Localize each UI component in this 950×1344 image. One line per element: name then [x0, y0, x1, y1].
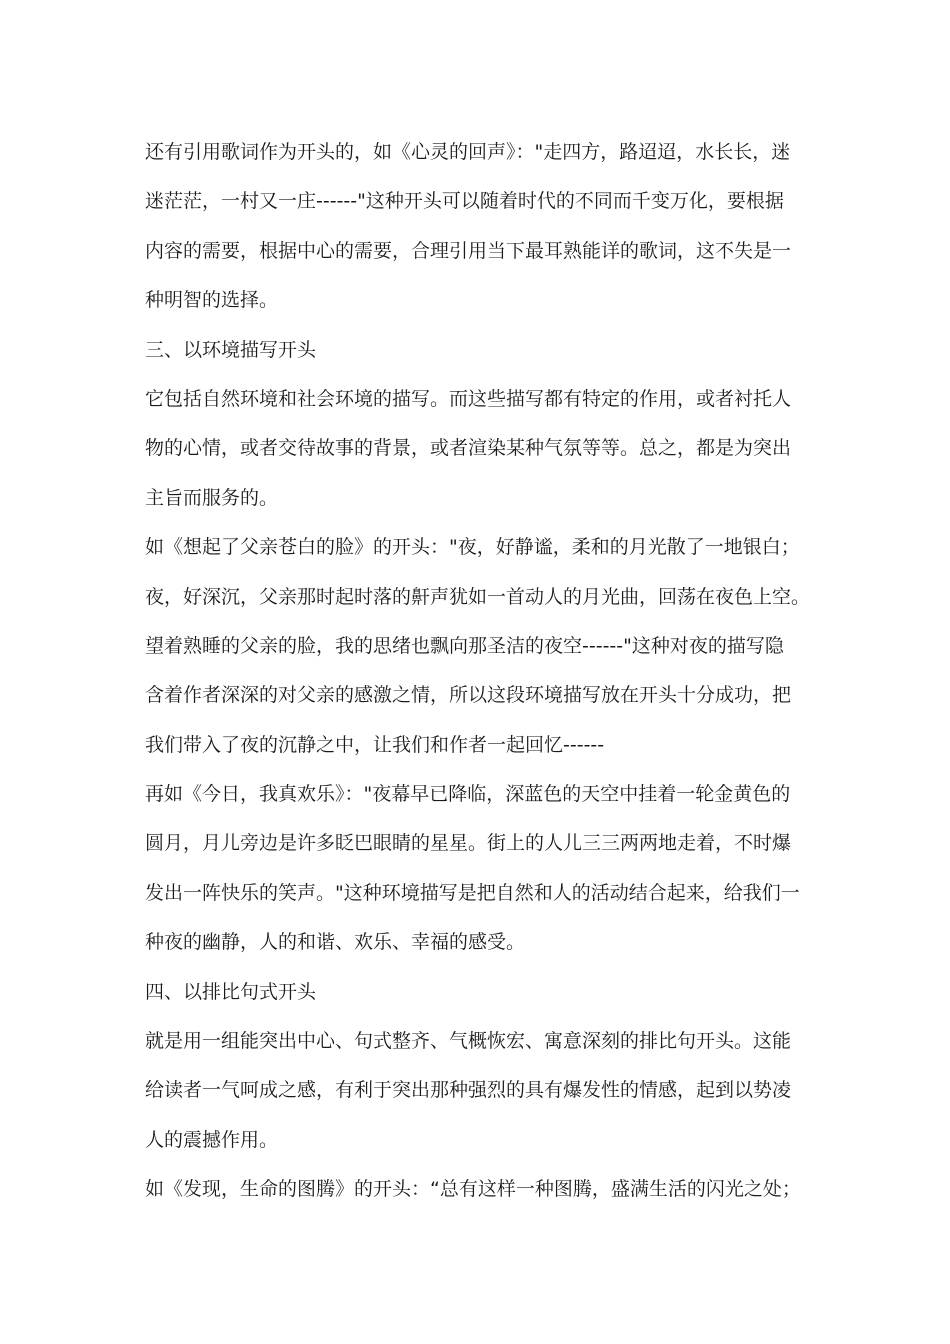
paragraph-line: 种明智的选择。: [145, 289, 279, 312]
paragraph-line: 如《发现，生命的图腾》的开头：“总有这样一种图腾，盛满生活的闪光之处；: [145, 1178, 801, 1201]
section-heading: 四、以排比句式开头: [145, 980, 317, 1003]
section-heading: 三、以环境描写开头: [145, 338, 317, 361]
paragraph-line: 望着熟睡的父亲的脸，我的思绪也飘向那圣洁的夜空------"这种对夜的描写隐: [145, 634, 784, 657]
paragraph-line: 它包括自然环境和社会环境的描写。而这些描写都有特定的作用，或者衬托人: [145, 387, 792, 410]
paragraph-line: 人的震撼作用。: [145, 1128, 279, 1151]
paragraph-line: 给读者一气呵成之感，有利于突出那种强烈的具有爆发性的情感，起到以势凌: [145, 1079, 792, 1102]
paragraph-line: 主旨而服务的。: [145, 486, 279, 509]
paragraph-line: 我们带入了夜的沉静之中，让我们和作者一起回忆------: [145, 733, 605, 756]
paragraph-line: 物的心情，或者交待故事的背景，或者渲染某种气氛等等。总之，都是为突出: [145, 437, 792, 460]
paragraph-line: 如《想起了父亲苍白的脸》的开头："夜，好静谧，柔和的月光散了一地银白；: [145, 536, 800, 559]
paragraph-line: 再如《今日，我真欢乐》："夜幕早已降临，深蓝色的天空中挂着一轮金黄色的: [145, 783, 791, 806]
paragraph-line: 种夜的幽静，人的和谐、欢乐、幸福的感受。: [145, 931, 526, 954]
paragraph-line: 内容的需要，根据中心的需要，合理引用当下最耳熟能详的歌词，这不失是一: [145, 239, 792, 262]
paragraph-line: 圆月，月儿旁边是许多眨巴眼睛的星星。街上的人儿三三两两地走着，不时爆: [145, 832, 792, 855]
paragraph-line: 发出一阵快乐的笑声。"这种环境描写是把自然和人的活动结合起来，给我们一: [145, 881, 800, 904]
paragraph-line: 还有引用歌词作为开头的，如《心灵的回声》："走四方，路迢迢，水长长，迷: [145, 141, 791, 163]
paragraph-line: 就是用一组能突出中心、句式整齐、气概恢宏、寓意深刻的排比句开头。这能: [145, 1030, 792, 1053]
paragraph-line: 含着作者深深的对父亲的感激之情，所以这段环境描写放在开头十分成功，把: [145, 684, 792, 707]
paragraph-line: 迷茫茫，一村又一庄------"这种开头可以随着时代的不同而千变万化，要根据: [145, 190, 784, 213]
document-body: [145, 128, 810, 1215]
paragraph-line: 夜，好深沉，父亲那时起时落的鼾声犹如一首动人的月光曲，回荡在夜色上空。: [145, 585, 810, 608]
